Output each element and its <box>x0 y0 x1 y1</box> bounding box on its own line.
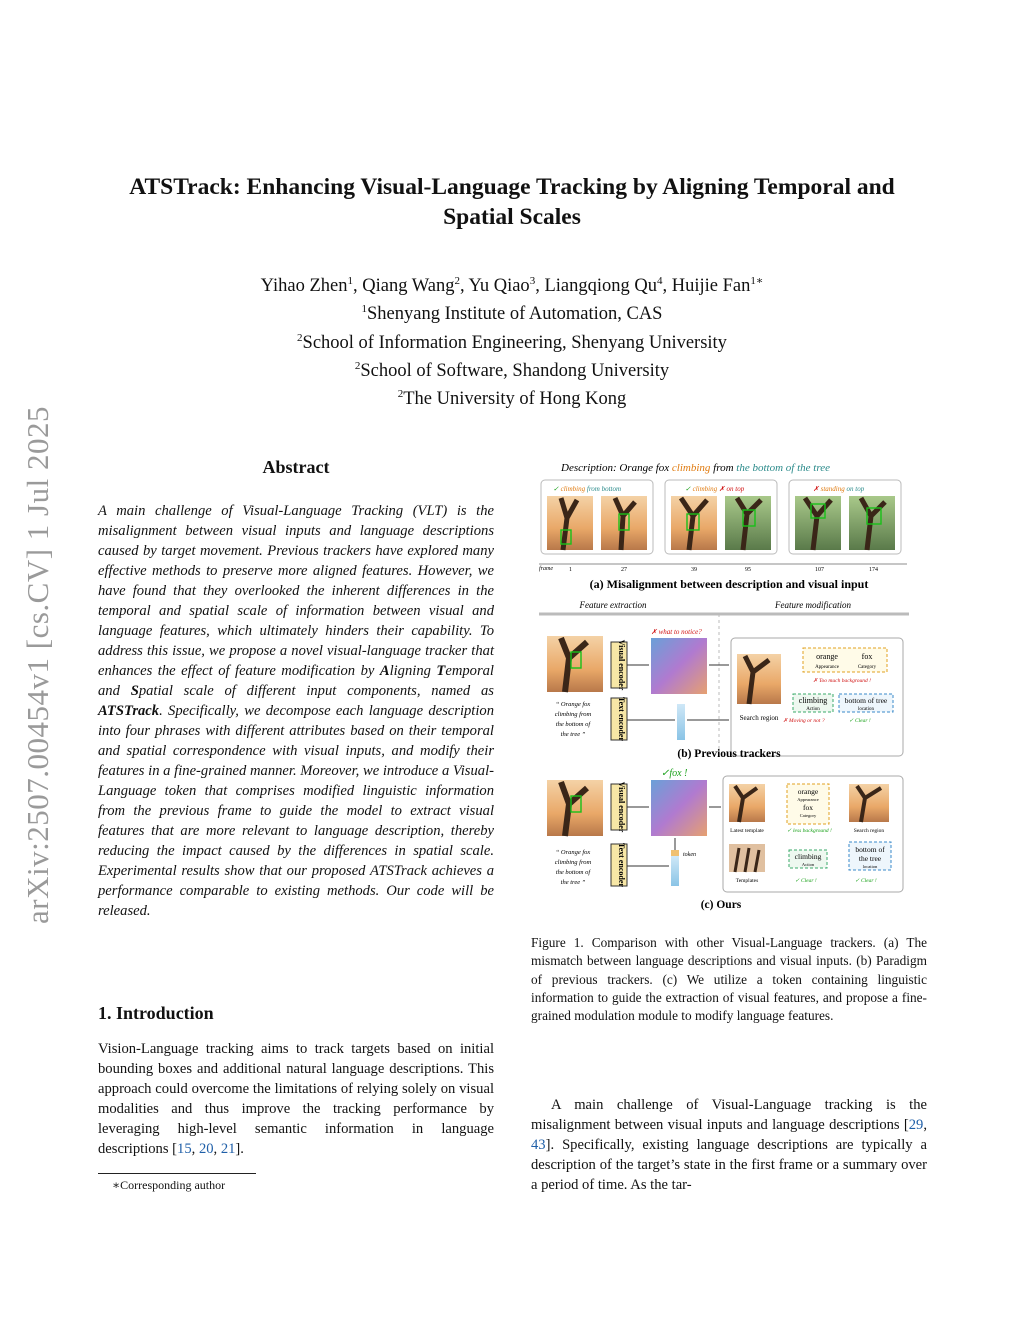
svg-text:Search region: Search region <box>853 828 885 834</box>
fig-description: Description: Orange fox climbing from the bottom of the tree <box>561 462 830 474</box>
svg-text:Action: Action <box>806 707 820 712</box>
svg-text:Category: Category <box>799 813 817 818</box>
author: Liangqiong Qu <box>544 276 657 297</box>
affiliation: $^2$School of Software, Shandong University <box>354 360 670 382</box>
affiliation: $^2$The University of Hong Kong <box>397 388 627 410</box>
svg-text:✓ less background !: ✓ less background ! <box>787 828 832 834</box>
svg-text:✗ what to notice?: ✗ what to notice? <box>651 628 702 636</box>
author-names: Yihao Zhen$^1$, Qiang Wang$^2$, Yu Qiao$^3$, Liangqiong Qu$^4$, Huijie Fan$^{1∗}$ <box>260 275 764 297</box>
svg-text:“ Orange fox: “ Orange fox <box>555 849 591 856</box>
svg-text:bottom of tree: bottom of tree <box>844 696 888 705</box>
svg-text:bottom of: bottom of <box>855 845 885 854</box>
abstract-heading: Abstract <box>262 457 330 477</box>
figure-1 <box>531 458 927 918</box>
svg-text:✓ climbing ✗ on top: ✓ climbing ✗ on top <box>685 485 745 493</box>
svg-text:the bottom of: the bottom of <box>555 869 591 876</box>
svg-text:the tree ”: the tree ” <box>560 731 586 738</box>
citation-link[interactable]: 15 <box>177 1141 192 1157</box>
panel-a <box>539 480 907 591</box>
svg-text:the tree: the tree <box>858 854 882 863</box>
intro-heading: 1. Introduction <box>98 1003 214 1023</box>
svg-text:fox: fox <box>803 803 813 812</box>
svg-text:Text encoder: Text encoder <box>617 697 626 741</box>
caption-c: (c) Ours <box>700 899 742 911</box>
affiliation: $^2$School of Information Engineering, Shenyang University <box>297 331 727 353</box>
svg-text:Visual encoder: Visual encoder <box>617 639 626 691</box>
svg-text:27: 27 <box>621 567 627 573</box>
panel-b <box>539 600 909 760</box>
intro-right-paragraph: A main challenge of Visual-Language tracking is the misalignment between visual inputs and language descriptions [29, 43]. Specifically, existing language descriptions are typically a description of the target’s state in the first frame or a summary over a period of time. As the tar- <box>531 1097 927 1193</box>
svg-text:Text encoder: Text encoder <box>617 843 626 887</box>
svg-text:Visual encoder: Visual encoder <box>617 781 626 833</box>
citation-link[interactable]: 20 <box>198 1141 214 1157</box>
svg-text:orange: orange <box>816 652 838 661</box>
svg-text:token: token <box>683 852 696 858</box>
svg-text:✓ climbing from bottom: ✓ climbing from bottom <box>553 485 622 493</box>
svg-text:1: 1 <box>569 567 572 573</box>
footnote-rule <box>98 1173 256 1174</box>
svg-text:Action: Action <box>801 862 815 867</box>
author-block <box>100 270 924 412</box>
svg-text:location: location <box>862 864 878 869</box>
svg-text:climbing: climbing <box>794 852 822 861</box>
svg-text:location: location <box>857 707 875 712</box>
citation-link[interactable]: 21 <box>220 1141 236 1157</box>
svg-text:fox: fox <box>861 652 873 661</box>
svg-text:✗ Too much background !: ✗ Too much background ! <box>813 678 871 684</box>
caption-a: (a) Misalignment between description and visual input <box>589 577 869 591</box>
svg-text:✓ Clear !: ✓ Clear ! <box>849 718 871 724</box>
svg-text:Feature extraction: Feature extraction <box>579 600 647 610</box>
frame-image <box>547 496 593 550</box>
svg-text:107: 107 <box>815 567 824 573</box>
author: Huijie Fan <box>671 276 751 297</box>
paper-title: ATSTrack: Enhancing Visual-Language Tracking by Aligning Temporal and Spatial Scales <box>129 174 895 230</box>
feature-map <box>651 638 707 694</box>
panel-c <box>547 768 903 911</box>
citation-link[interactable]: 29 <box>908 1117 924 1133</box>
footnote: ∗Corresponding author <box>112 1178 226 1192</box>
svg-text:174: 174 <box>869 567 878 573</box>
svg-text:the tree ”: the tree ” <box>560 879 586 886</box>
svg-text:39: 39 <box>691 567 697 573</box>
svg-text:Category: Category <box>857 665 877 670</box>
svg-text:✓ Clear !: ✓ Clear ! <box>855 878 877 884</box>
affiliation: $^1$Shenyang Institute of Automation, CAS <box>361 303 663 325</box>
svg-text:Search region: Search region <box>739 714 779 722</box>
figure-caption: Figure 1. Comparison with other Visual-Language trackers. (a) The mismatch between language descriptions and visual inputs. (b) Paradigm of previous trackers. (c) We utilize a token containing linguistic information to guide the extraction of visual features, and propose a fine-grained modulation module to modify language features. <box>531 935 927 1024</box>
svg-text:frame: frame <box>539 566 553 572</box>
intro-text: Vision-Language tracking aims to track targets based on initial bounding boxes and additional natural language descriptions. This approach could overcome the limitations of relying solely on visual modalities and thus improve the tracking performance by leveraging high-level semantic information in language descriptions [15, 20, 21]. <box>98 1041 494 1157</box>
svg-text:Templates: Templates <box>735 878 759 884</box>
svg-text:✗ standing on top: ✗ standing on top <box>813 485 865 493</box>
svg-text:“ Orange fox: “ Orange fox <box>555 701 591 708</box>
svg-text:the bottom of: the bottom of <box>555 721 591 728</box>
author: Yihao Zhen <box>260 276 348 297</box>
svg-text:Appearance: Appearance <box>797 797 819 802</box>
svg-text:Appearance: Appearance <box>815 665 839 670</box>
abstract-text: A main challenge of Visual-Language Tracking (VLT) is the misalignment between visual inputs and language descriptions caused by target movement. Previous trackers have explored many effective methods to preserve more aligned features. However, we have found that they overlooked the inherent differences in the temporal and spatial scale of information between visual and language features, which ultimately hinders their capability. To address this issue, we propose a novel visual-language tracker that enhances the effect of feature modification by Aligning Temporal and Spatial scale of different input components, named as ATSTrack. Specifically, we decompose each language description into four phrases with different attributes based on their temporal and spatial correspondence with visual inputs, and modify their features in a fine-grained manner. Moreover, we introduce a Visual-Language token that comprises modified linguistic information from the previous frame to guide the model to extract visual features that are more relevant to language description, thereby reducing the impact caused by the differences in spatial scale. Experimental results show that our proposed ATSTrack achieves a performance comparable to existing methods. Our code will be released. <box>98 503 494 919</box>
svg-text:Latest template: Latest template <box>730 828 764 834</box>
input-image <box>547 636 603 692</box>
caption-b: (b) Previous trackers <box>677 748 781 760</box>
arxiv-side-label: arXiv:2507.00454v1 [cs.CV] 1 Jul 2025 <box>20 406 55 924</box>
svg-text:orange: orange <box>797 787 819 796</box>
svg-text:climbing: climbing <box>798 696 828 705</box>
svg-text:✓fox !: ✓fox ! <box>661 768 688 779</box>
svg-text:Feature modification: Feature modification <box>775 600 851 610</box>
svg-text:✓ Clear !: ✓ Clear ! <box>795 878 817 884</box>
svg-text:climbing from: climbing from <box>554 859 592 866</box>
svg-text:95: 95 <box>745 567 751 573</box>
author: Qiang Wang <box>362 276 455 297</box>
author: Yu Qiao <box>468 276 530 297</box>
svg-text:✗ Moving or not ?: ✗ Moving or not ? <box>783 718 825 724</box>
citation-link[interactable]: 43 <box>531 1137 546 1153</box>
svg-text:climbing from: climbing from <box>554 711 592 718</box>
